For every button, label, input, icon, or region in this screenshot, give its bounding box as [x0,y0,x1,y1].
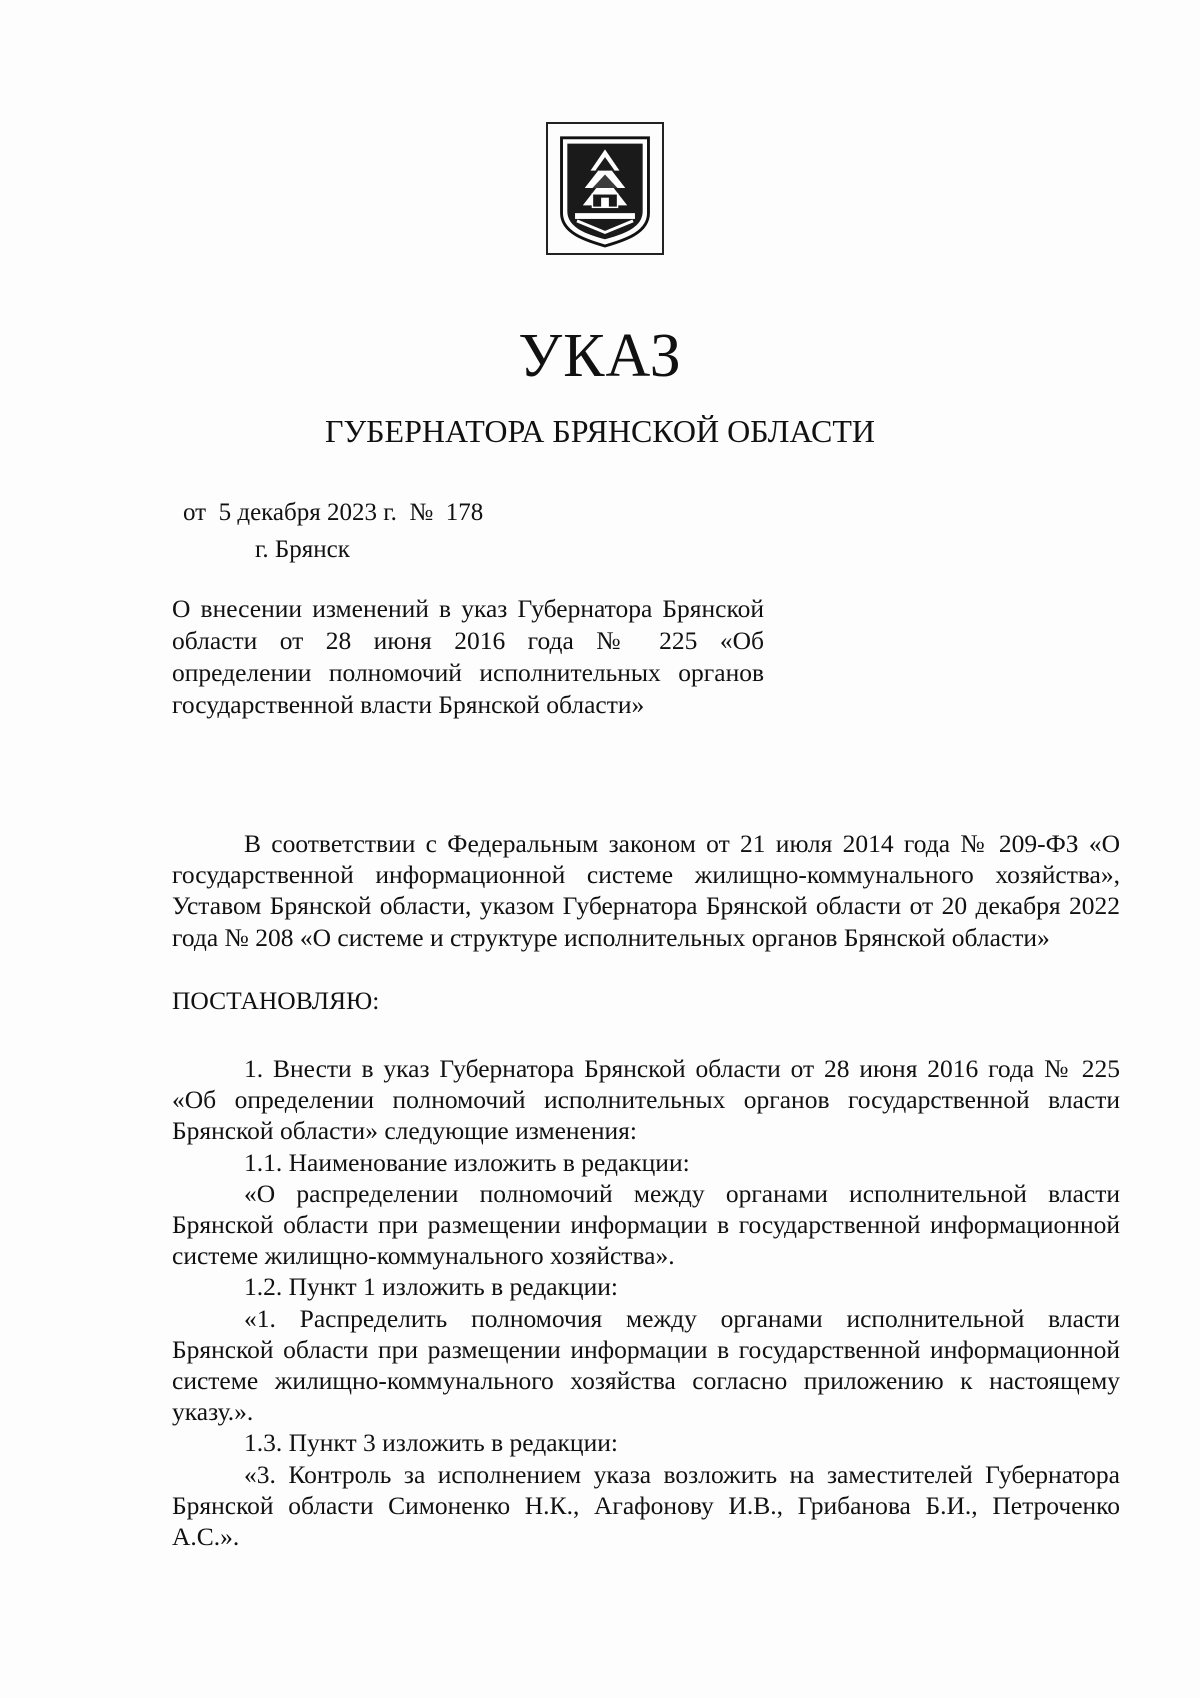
clause-1-2: 1.2. Пункт 1 изложить в редакции: [244,1272,618,1302]
clause-1-3: 1.3. Пункт 3 изложить в редакции: [244,1428,618,1458]
clause-1-1-text: «О распределении полномочий между органами исполнительной власти Брянской области при размещении информации в государственной информационной системе жилищно-коммунального хозяйства». [172,1178,1120,1271]
date-and-number: от 5 декабря 2023 г. № 178 [183,499,484,526]
clause-1: 1. Внести в указ Губернатора Брянской области от 28 июня 2016 года № 225 «Об определении полномочий исполнительных органов государственной власти Брянской области» следующие изменения: [172,1054,1120,1146]
decree-word-text: ПОСТАНОВЛЯЮ: [172,986,380,1015]
preamble-text: В соответствии с Федеральным законом от 21 июля 2014 года № 209-ФЗ «О государственной информационной системе жилищно-коммунального хозяйства», Уставом Брянской области, указом Губернатора Брянской области от 20 декабря 2022 года № 208 «О системе и структуре исполнительных органов Брянской области» [172,829,1120,952]
decree-word [172,985,1120,1016]
preamble-paragraph [172,828,1120,953]
document-subtitle: ГУБЕРНАТОРА БРЯНСКОЙ ОБЛАСТИ [325,413,875,449]
clause-1-2-text: «1. Распределить полномочия между органами исполнительной власти Брянской области при размещении информации в государственной информационной системе жилищно-коммунального хозяйства согласно приложению к настоящему указу.». [172,1303,1120,1427]
coat-of-arms-emblem [546,122,664,255]
clauses-section [172,1053,1120,1552]
document-title: УКАЗ [518,322,682,390]
city: г. Брянск [255,536,350,563]
clause-1-3-text: «3. Контроль за исполнением указа возложить на заместителей Губернатора Брянской области Симоненко Н.К., Агафонову И.В., Грибанова Б.И., Петроченко А.С.». [172,1459,1120,1552]
document-heading: О внесении изменений в указ Губернатора Брянской области от 28 июня 2016 года № 225 «Об определении полномочий исполнительных органов государственной власти Брянской области» [172,594,764,719]
coat-of-arms-icon [548,124,662,253]
clause-1-1: 1.1. Наименование изложить в редакции: [244,1147,690,1177]
